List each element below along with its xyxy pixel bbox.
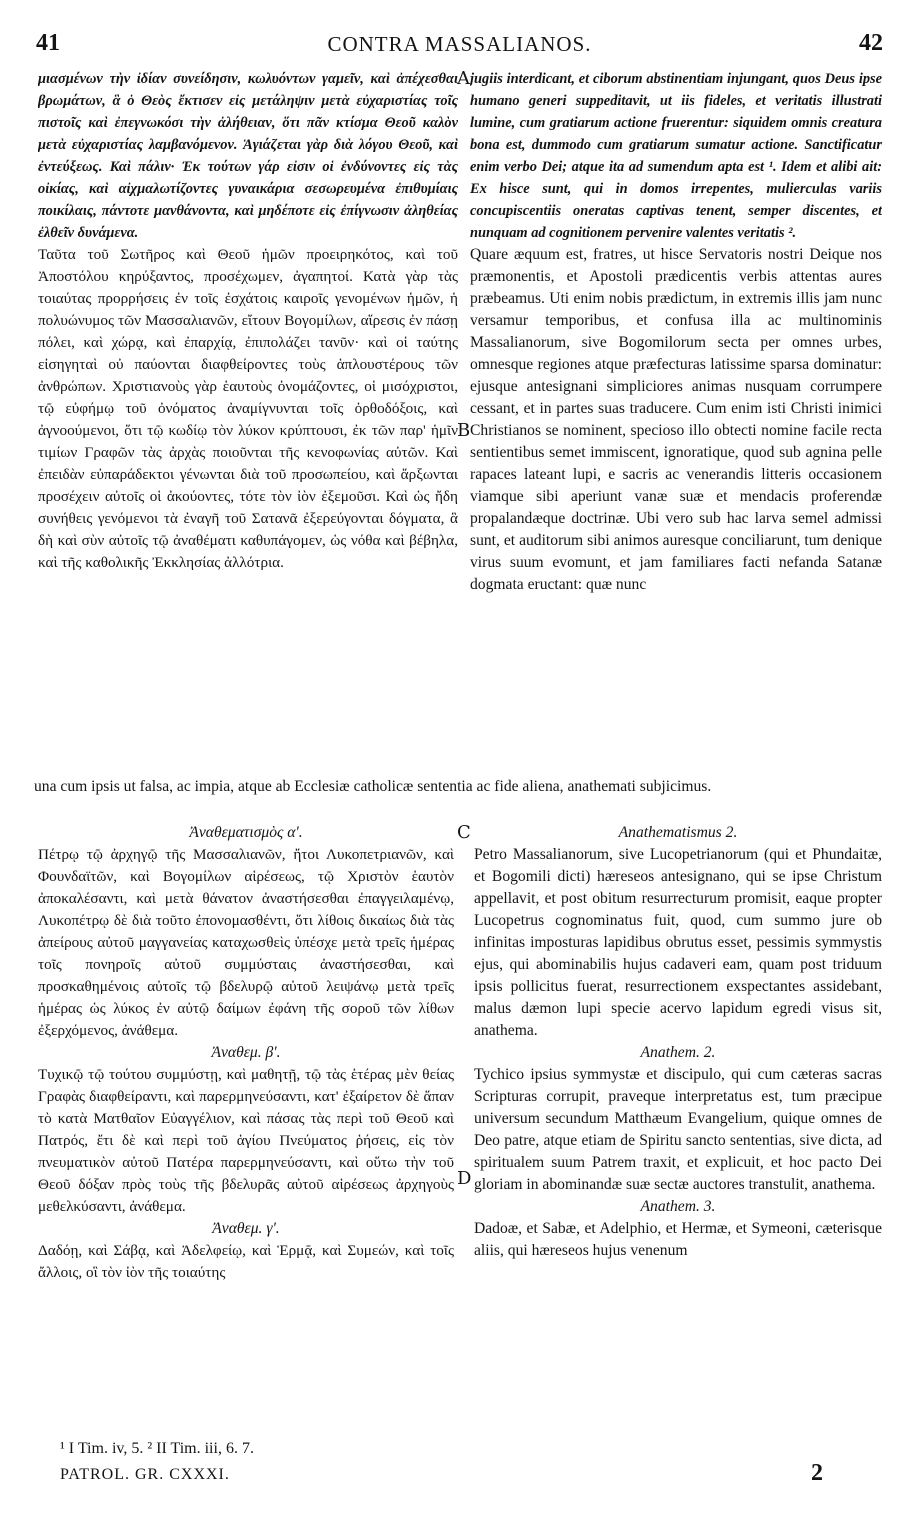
anathema-heading: Anathem. 3. [640, 1198, 716, 1215]
latin-paragraph: jugiis interdicant, et ciborum abstinentiam injungant, quos Deus ipse humano generi suppeditavit, ut iis fideles, et veritatis illustrati lumine, cum gratiarum actione fruerentur: siquidem omnis creatura bona est, dummodo cum gratiarum sumatur actione. Sanctificatur enim verbo Dei; atque ita ad sumendum apta est ¹. Idem et alibi ait: Ex hisce sunt, qui in domos irrepentes, mulierculas variis concupiscentiis oneratas captivas tenent, semper discentes, et nunquam ad cognitionem pervenire valentes veritatis ². [470, 71, 882, 241]
anathema-text: Πέτρῳ τῷ ἀρχηγῷ τῆς Μασσαλιανῶν, ἤτοι Λυκοπετριανῶν, καὶ Φουνδαϊτῶν, καὶ Βογομίλων αἱρέσεως, τῷ Χριστὸν ἑαυτὸν ἀποκαλέσαντι, καὶ μετὰ θάνατον ἀναστήσεσθαι ἐπαγγειλαμένῳ, Λυκοπέτρῳ δὲ διὰ τοῦτο ἐπονομασθέντι, ὅτι λίθοις δικαίως διὰ τὰς ἀπείρους αὐτοῦ μαγγανείας καταχωσθεὶς ὑπέσχε μετὰ τρεῖς ἡμέρας τοῖς πονηροῖς αὐτοῦ συμμύσταις ἀναστήσεσθαι, καὶ προσκαθημένοις αὐτοῖς τῷ βδελυρῷ αὐτοῦ λειψάνῳ μετὰ τρεῖς ἡμέρας ὡς λύκος ἐν αὐτῷ δαίμων ἐφάνη τῆς σοροῦ τῶν λίθων ἐξερχόμενος, ἀνάθεμα. [38, 846, 454, 1039]
page-number-left: 41 [36, 30, 60, 56]
page-header [30, 30, 889, 64]
anathema-text: Petro Massalianorum, sive Lucopetrianorum (qui et Phundaitæ, et Bogomili dicti) hæreseos antesignano, qui se ipse Christum appellavit, et post obitum resurrecturum promisit, eaque propter Lucopetrus cognominatus fuit, quod, cum summo jure ob infinitas imposturas lapidibus obrutus esset, pessimis symmystis ejus, qui abominabilis hujus cadaveri eam, quam post triduum ipsis pollicitus fuerat, resurrectionem exspectantes assidebant, malus dæmon lupi specie acervo lapidum egredi visus sit, anathema. [474, 846, 882, 1039]
latin-paragraph: Quare æquum est, fratres, ut hisce Servatoris nostri Deique nos præmonentis, et Apostoli prædicentis verbis attentas aures præbeamus. Uti enim nobis prædictum, in extremis illis jam nunc versamur temporibus, et confusa illa ac multinominis Massalianorum, sive Bogomilorum secta per omnes urbes, omnesque regiones atque præfecturas latissime sparsa dominatur: ejusque antesignani simpliciores animas nusquam corrumpere cessant, et in partes suas traducere. Cum enim isti Christi inimici Christianos se nominent, specioso illo obtecti nomine facile recta sentientibus semet immiscent, ignoratique, quod sub agnina pelle rapaces lateant lupi, e sacris ac venerandis litteris occasionem viamque sibi aperiunt vanæ suæ et mendacis proferendæ propalandæque doctrinæ. Ubi vero sub hac larva semel admissi sunt, et auditorum sibi animos auresque conciliarunt, tum denique virus suum evomunt, et jam familiares facti nefanda Satanæ dogmata eructant: quæ nunc [470, 246, 882, 593]
margin-marker-b: B [457, 420, 471, 441]
anathema-heading: Anathematismus 2. [618, 824, 738, 841]
latin-column-anathemas [474, 822, 882, 1414]
greek-paragraph: Ταῦτα τοῦ Σωτῆρος καὶ Θεοῦ ἡμῶν προειρηκότος, καὶ τοῦ Ἀποστόλου κηρύξαντος, προσέχωμεν, ἀγαπητοί. Κατὰ γὰρ τὰς τοιαύτας προρρήσεις ἐν τοῖς ἐσχάτοις καιροῖς γενομένων ἡμῶν, ἡ πολυώνυμος τῶν Μασσαλιανῶν, εἴτουν Βογομίλων, αἵρεσις ἐν πάσῃ πόλει, καὶ χώρᾳ, καὶ ἐπαρχίᾳ, ἐπιπολάζει τανῦν· καὶ οἱ ταύτης εἰσηγηταὶ οὐ παύονται διαφθείροντες τοὺς ἁπλουστέρους τῶν ἀνθρώπων. Χριστιανοὺς γὰρ ἑαυτοὺς ὀνομάζοντες, οἱ μισόχριστοι, τῷ εὐφήμῳ τοῦ ὀνόματος ἀναμίγνυνται τοῖς ὀρθοδόξοις, καὶ ἀγνοούμενοι, ὅτι τῷ κωδίῳ τὸν λύκον κρύπτουσι, ἐκ τῶν παρ' ἡμῖν τιμίων Γραφῶν τὰς ἀρχὰς ποιοῦνται τῆς κενοφωνίας αὐτῶν. Καὶ ἐπειδὰν εὐπαράδεκτοι γένωνται διὰ τοῦ προσωπείου, καὶ ἄρξωνται προσέχειν αὐτοῖς οἱ ἀκούοντες, τότε τὸν ἰὸν ἐξεμοῦσι. Καὶ ὡς ἤδη συνήθεις γενόμενοι τὰ ἐναγῆ τοῦ Σατανᾶ ἐξερεύγονται δόγματα, ἃ δὴ καὶ σὺν αὐτοῖς τῷ ἀναθέματι καθυπάγομεν, ὡς νόθα καὶ βέβηλα, καὶ τῆς καθολικῆς Ἐκκλησίας ἀλλότρια. [38, 246, 458, 571]
anathema-text: Dadoæ, et Sabæ, et Adelphio, et Hermæ, et Symeoni, cæterisque aliis, qui hæreseos hujus venenum [474, 1220, 882, 1259]
patrol-signature: PATROL. GR. CXXXI. [60, 1466, 230, 1483]
margin-marker-a: A [457, 68, 470, 89]
full-width-line: una cum ipsis ut falsa, ac impia, atque ab Ecclesiæ catholicæ sententia ac fide aliena, anathemati subjicimus. [34, 778, 712, 795]
latin-column-top [470, 68, 882, 774]
anathema-text: Δαδόῃ, καὶ Σάβᾳ, καὶ Ἀδελφείῳ, καὶ Ἑρμᾷ, καὶ Συμεών, καὶ τοῖς ἄλλοις, οἳ τὸν ἰὸν τῆς τοιαύτης [38, 1242, 454, 1281]
margin-marker-d: D [457, 1168, 472, 1189]
greek-column-anathemas [38, 822, 454, 1414]
anathema-heading: Anathem. 2. [640, 1044, 716, 1061]
greek-paragraph: μιασμένων τὴν ἰδίαν συνείδησιν, κωλυόντων γαμεῖν, καὶ ἀπέχεσθαι βρωμάτων, ἃ ὁ Θεὸς ἔκτισεν εἰς μετάληψιν μετὰ εὐχαριστίας τοῖς πιστοῖς καὶ ἐπεγνωκόσι τὴν ἀλήθειαν, ὅτι πᾶν κτίσμα Θεοῦ καλὸν μετὰ εὐχαριστίας λαμβανόμενον. Ἁγιάζεται γὰρ διὰ λόγου Θεοῦ, καὶ ἐντεύξεως. Καὶ πάλιν· Ἐκ τούτων γάρ εἰσιν οἱ ἐνδύνοντες εἰς τὰς οἰκίας, καὶ αἰχμαλωτίζοντες γυναικάρια σεσωρευμένα ἐπιθυμίαις ποικίλαις, πάντοτε μανθάνοντα, καὶ μηδέποτε εἰς ἐπίγνωσιν ἀληθείας ἐλθεῖν δυνάμενα. [38, 71, 458, 241]
running-title: CONTRA MASSALIANOS. [327, 32, 592, 56]
anathema-heading: Ἀναθεματισμὸς α'. [189, 824, 303, 841]
margin-marker-c: C [457, 822, 471, 843]
greek-column-top [38, 68, 458, 774]
gathering-signature: 2 [811, 1460, 823, 1486]
anathema-text: Τυχικῷ τῷ τούτου συμμύστῃ, καὶ μαθητῇ, τῷ τὰς ἑτέρας μὲν θείας Γραφὰς διαφθείραντι, καὶ παρερμηνεύσαντι, κατ' ἐξαίρετον δὲ ἅπαν τὸ κατὰ Ματθαῖον Εὐαγγέλιον, καὶ πάσας τὰς περὶ τοῦ Θεοῦ καὶ Πατρός, ἔτι δὲ καὶ περὶ τοῦ ἁγίου Πνεύματος ῥήσεις, εἰς τὸν πνευματικὸν αὐτοῦ Πατέρα παρερμηνεύσαντι, καὶ οὕτω τὴν τοῦ Θεοῦ δόξαν πρὸς τοὺς τῆς βδελυρᾶς αὐτοῦ αἱρέσεως ἀρχηγοὺς μεθελκύσαντι, ἀνάθεμα. [38, 1066, 454, 1215]
anathema-heading: Ἀναθεμ. β'. [211, 1044, 281, 1061]
anathema-heading: Ἀναθεμ. γ'. [212, 1220, 280, 1237]
footnotes: ¹ I Tim. iv, 5. ² II Tim. iii, 6. 7. [60, 1440, 254, 1457]
page-number-right: 42 [859, 30, 883, 56]
anathema-text: Tychico ipsius symmystæ et discipulo, qui cum cæteras sacras Scripturas corrupit, praveque interpretatus est, tum præcipue universum secundum Matthæum Evangelium, quique omnes de Deo patre, atque etiam de Spiritu sancto sententias, sive dicta, ad spiritualem suum Patrem traxit, et explicuit, et hoc pacto Dei gloriam in abominandæ suæ sectæ auctores transtulit, anathema. [474, 1066, 882, 1193]
